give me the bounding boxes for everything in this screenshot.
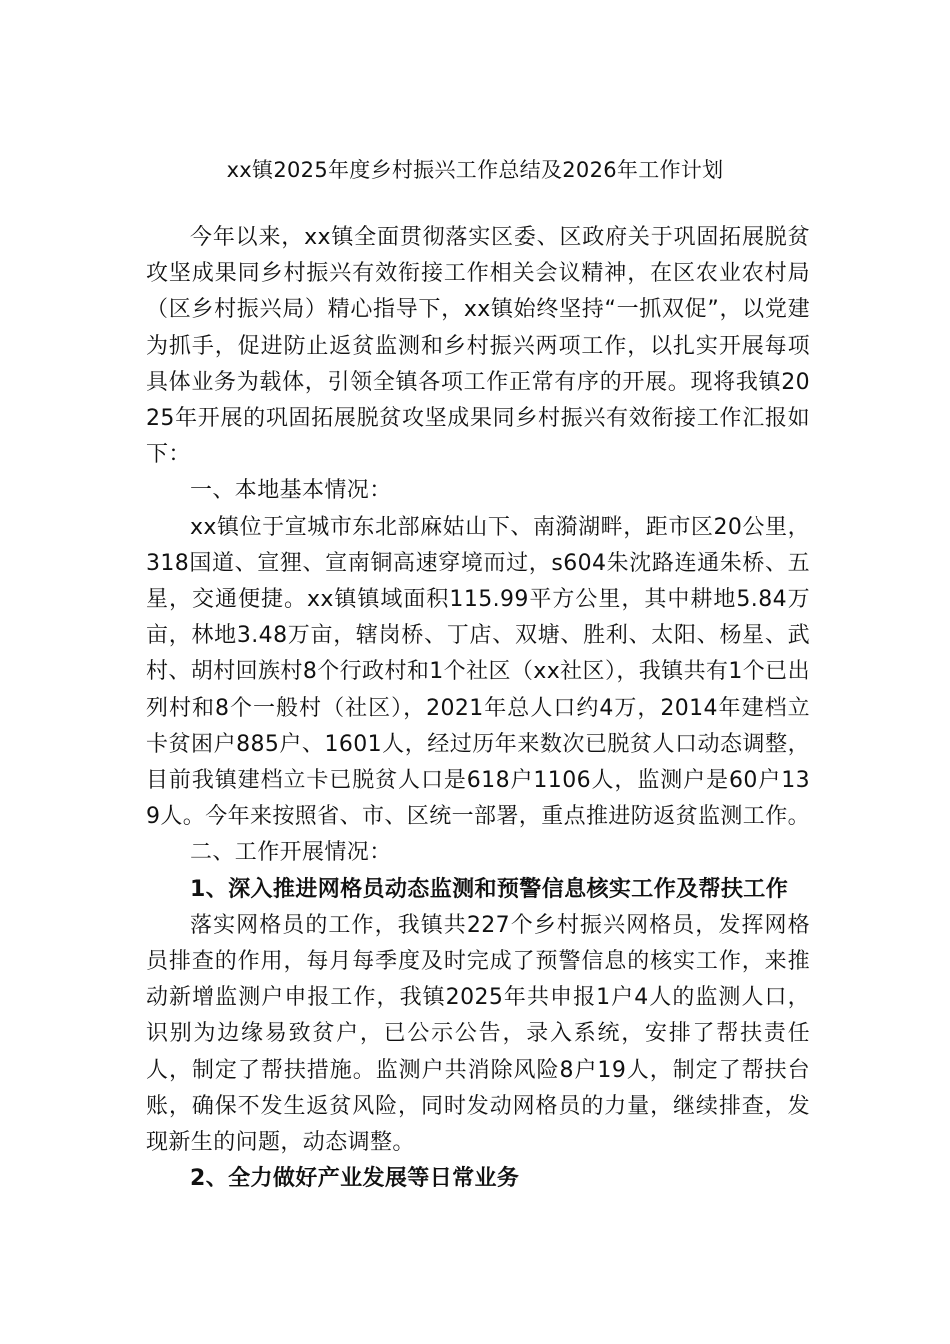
subheading-grid-monitoring: 1、深入推进网格员动态监测和预警信息核实工作及帮扶工作: [190, 876, 789, 902]
paragraph-intro: 今年以来，xx镇全面贯彻落实区委、区政府关于巩固拓展脱贫攻坚成果同乡村振兴有效衔接工作相关会议精神，在区农业农村局（区乡村振兴局）精心指导下，xx镇始终坚持“一抓双促”，以党建为抓手，促进防止返贫监测和乡村振兴两项工作，以扎实开展每项具体业务为载体，引领全镇各项工作正常有序的开展。现将我镇2025年开展的巩固拓展脱贫攻坚成果同乡村振兴有效衔接工作汇报如下：: [146, 225, 810, 468]
subheading-industry-development: 2、全力做好产业发展等日常业务: [190, 1166, 520, 1192]
paragraph-basic-situation: xx镇位于宣城市东北部麻姑山下、南漪湖畔，距市区20公里，318国道、宣狸、宣南铜高速穿境而过，s604朱沈路连通朱桥、五星，交通便捷。xx镇镇域面积115.99平方公里，其中耕地5.84万亩，林地3.48万亩，辖岗桥、丁店、双塘、胜利、太阳、杨星、武村、胡村回族村8个行政村和1个社区（xx社区），我镇共有1个已出列村和8个一般村（社区），2021年总人口约4万，2014年建档立卡贫困户885户、1601人，经过历年来数次已脱贫人口动态调整，目前我镇建档立卡已脱贫人口是618户1106人，监测户是60户139人。今年来按照省、市、区统一部署，重点推进防返贫监测工作。: [146, 514, 810, 830]
section-heading-basic-situation: 一、本地基本情况：: [190, 478, 392, 504]
paragraph-grid-monitoring: 落实网格员的工作，我镇共227个乡村振兴网格员，发挥网格员排查的作用，每月每季度及时完成了预警信息的核实工作，来推动新增监测户申报工作，我镇2025年共申报1户4人的监测人口，识别为边缘易致贫户，已公示公告，录入系统，安排了帮扶责任人，制定了帮扶措施。监测户共消除风险8户19人，制定了帮扶台账，确保不发生返贫风险，同时发动网格员的力量，继续排查，发现新生的问题，动态调整。: [146, 912, 810, 1156]
section-heading-work-progress: 二、工作开展情况：: [190, 840, 392, 866]
document-title: xx镇2025年度乡村振兴工作总结及2026年工作计划: [226, 158, 724, 182]
document-body: [146, 220, 810, 1197]
